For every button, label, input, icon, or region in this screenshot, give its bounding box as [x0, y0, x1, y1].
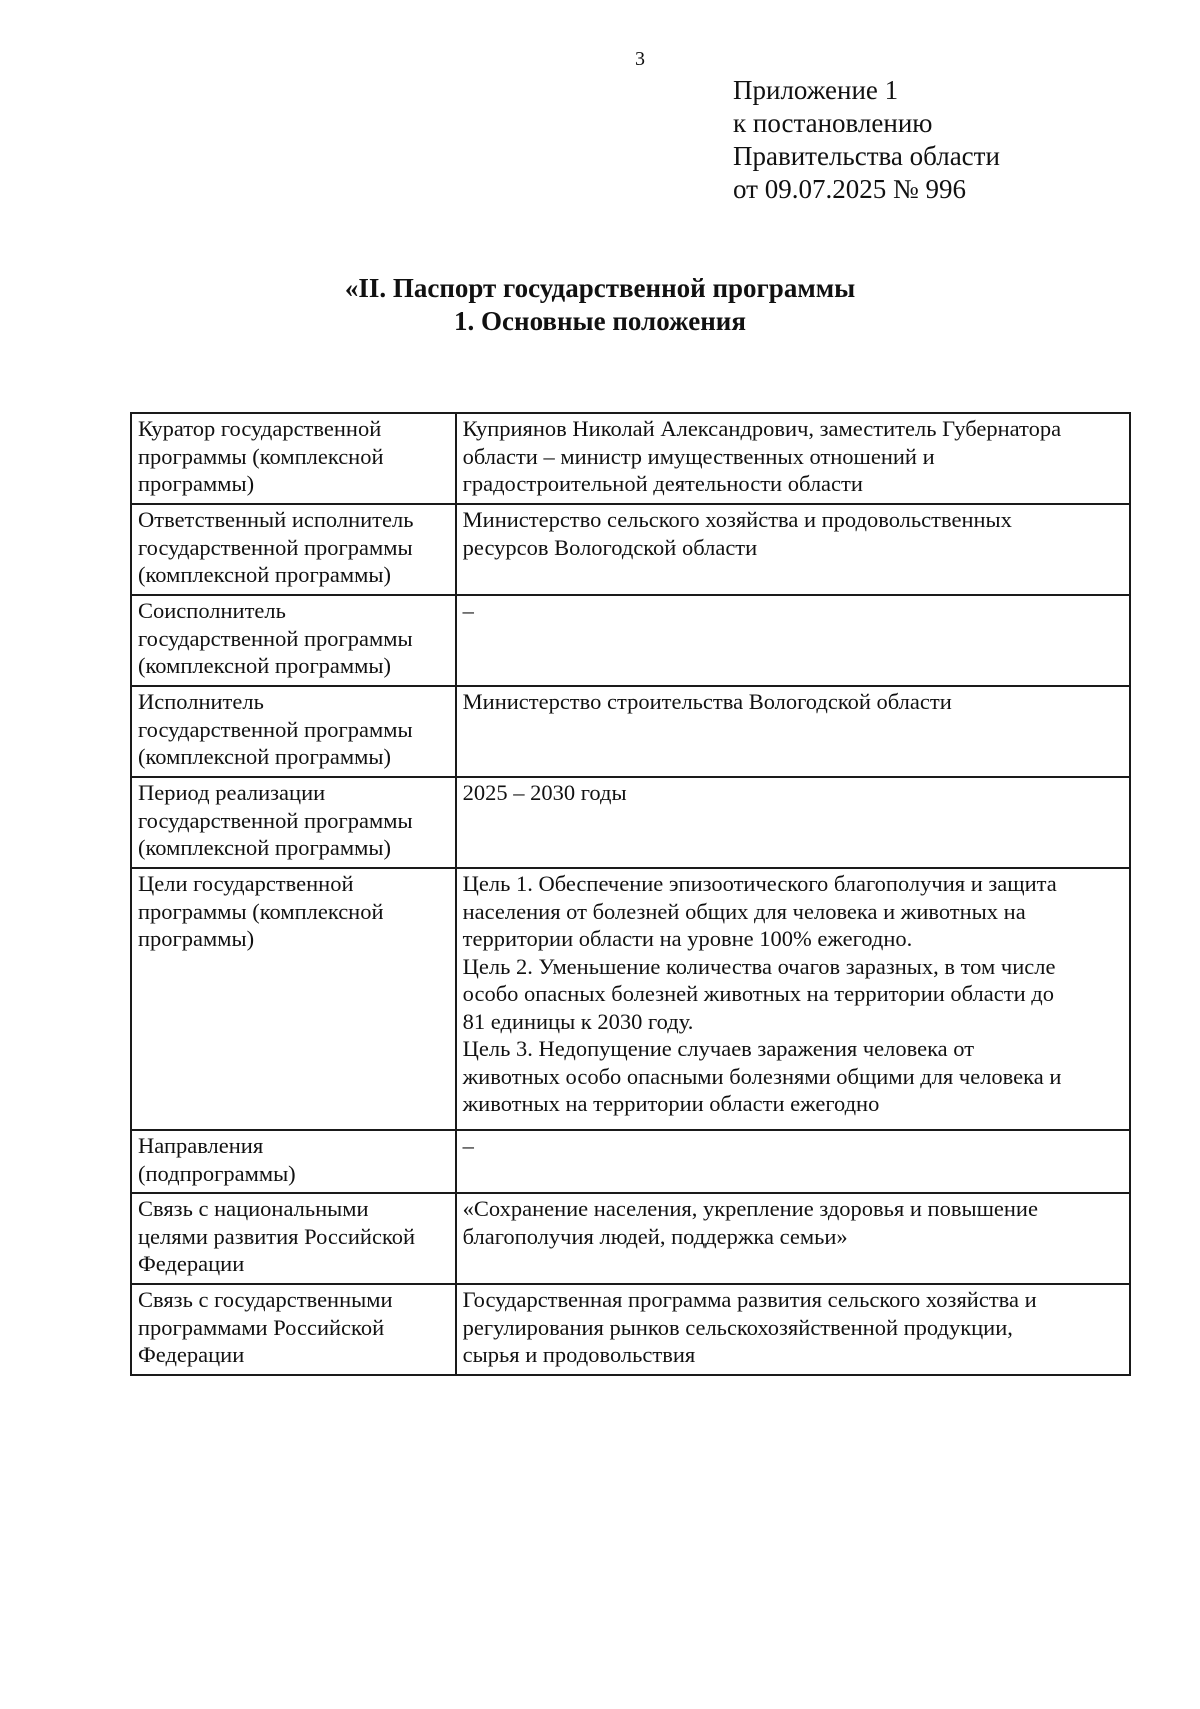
value-line: Цель 2. Уменьшение количества очагов заразных, в том числе [462, 953, 1056, 979]
table-row [131, 413, 1130, 504]
appendix-line: Правительства области [733, 141, 1000, 171]
value-line: регулирования рынков сельскохозяйственной продукции, [462, 1314, 1013, 1340]
label-line: (комплексной программы) [138, 835, 392, 860]
row-value-cell [456, 686, 1130, 777]
table-row [131, 595, 1130, 686]
row-label-cell [131, 595, 456, 686]
table-row [131, 777, 1130, 868]
label-line: Куратор государственной [138, 416, 382, 441]
row-value-cell [456, 413, 1130, 504]
table-row [131, 1284, 1130, 1375]
value-line: Государственная программа развития сельского хозяйства и [462, 1287, 1037, 1312]
value-line: Цель 3. Недопущение случаев заражения человека от [462, 1036, 975, 1061]
label-line: программы) [138, 471, 255, 496]
row-value-cell [456, 777, 1130, 868]
row-label-cell [131, 504, 456, 595]
value-line: Министерство строительства Вологодской области [462, 689, 952, 714]
value-line: благополучия людей, поддержка семьи» [462, 1223, 848, 1249]
appendix-line: от 09.07.2025 № 996 [733, 174, 966, 204]
table-row [131, 868, 1130, 1130]
title-line: 1. Основные положения [454, 306, 746, 336]
row-label-cell [131, 413, 456, 504]
label-line: Федерации [138, 1342, 245, 1367]
row-label-cell [131, 1284, 456, 1375]
label-line: Федерации [138, 1251, 245, 1276]
label-line: Цели государственной [138, 871, 354, 896]
row-value-cell [456, 1130, 1130, 1193]
label-line: (комплексной программы) [138, 744, 392, 769]
row-value-cell [456, 868, 1130, 1130]
row-value-cell [456, 1284, 1130, 1375]
value-line: населения от болезней общих для человека и животных на [462, 898, 1026, 924]
table-row [131, 1193, 1130, 1284]
value-line: Цель 1. Обеспечение эпизоотического благополучия и защита [462, 871, 1057, 896]
value-line: – [462, 598, 474, 623]
value-line: ресурсов Вологодской области [462, 534, 758, 560]
row-label-cell [131, 686, 456, 777]
title-line: «II. Паспорт государственной программы [344, 273, 856, 303]
value-line: области – министр имущественных отношений и [462, 443, 935, 469]
label-line: государственной программы [138, 716, 413, 742]
document-title [0, 272, 1200, 338]
passport-table [130, 412, 1131, 1376]
appendix-line: Приложение 1 [733, 75, 899, 105]
label-line: Ответственный исполнитель [138, 507, 414, 532]
appendix-line: к постановлению [733, 108, 933, 138]
label-line: Соисполнитель [138, 598, 286, 623]
label-line: программы (комплексной [138, 898, 384, 924]
row-label-cell [131, 777, 456, 868]
label-line: (подпрограммы) [138, 1160, 296, 1186]
value-line: сырья и продовольствия [462, 1342, 696, 1367]
label-line: Связь с государственными [138, 1287, 393, 1312]
row-label-cell [131, 1193, 456, 1284]
label-line: Период реализации [138, 780, 326, 805]
value-line: Куприянов Николай Александрович, заместитель Губернатора [462, 416, 1062, 441]
row-value-cell [456, 1193, 1130, 1284]
label-line: Направления [138, 1133, 264, 1158]
value-line: – [462, 1133, 474, 1158]
page-number: 3 [635, 48, 645, 70]
label-line: программами Российской [138, 1314, 385, 1340]
label-line: целями развития Российской [138, 1223, 416, 1249]
row-label-cell [131, 868, 456, 1130]
label-line: Связь с национальными [138, 1196, 369, 1221]
value-line: градостроительной деятельности области [462, 471, 863, 496]
value-line: Министерство сельского хозяйства и продовольственных [462, 507, 1012, 532]
appendix-block [733, 74, 1000, 206]
label-line: (комплексной программы) [138, 562, 392, 587]
value-line: особо опасных болезней животных на территории области до [462, 981, 1054, 1006]
value-line: 2025 – 2030 годы [462, 780, 627, 805]
label-line: государственной программы [138, 807, 413, 833]
row-value-cell [456, 504, 1130, 595]
label-line: (комплексной программы) [138, 653, 392, 678]
label-line: программы (комплексной [138, 443, 384, 469]
label-line: государственной программы [138, 625, 413, 651]
value-line: 81 единицы к 2030 году. [462, 1008, 694, 1034]
table-row [131, 686, 1130, 777]
value-line: животных на территории области ежегодно [462, 1091, 880, 1116]
row-value-cell [456, 595, 1130, 686]
label-line: государственной программы [138, 534, 413, 560]
value-line: животных особо опасными болезнями общими для человека и [462, 1063, 1062, 1089]
table-row [131, 504, 1130, 595]
value-line: «Сохранение населения, укрепление здоровья и повышение [462, 1196, 1038, 1221]
label-line: Исполнитель [138, 689, 264, 714]
table-row [131, 1130, 1130, 1193]
value-line: территории области на уровне 100% ежегодно. [462, 926, 913, 951]
label-line: программы) [138, 926, 255, 951]
row-label-cell [131, 1130, 456, 1193]
